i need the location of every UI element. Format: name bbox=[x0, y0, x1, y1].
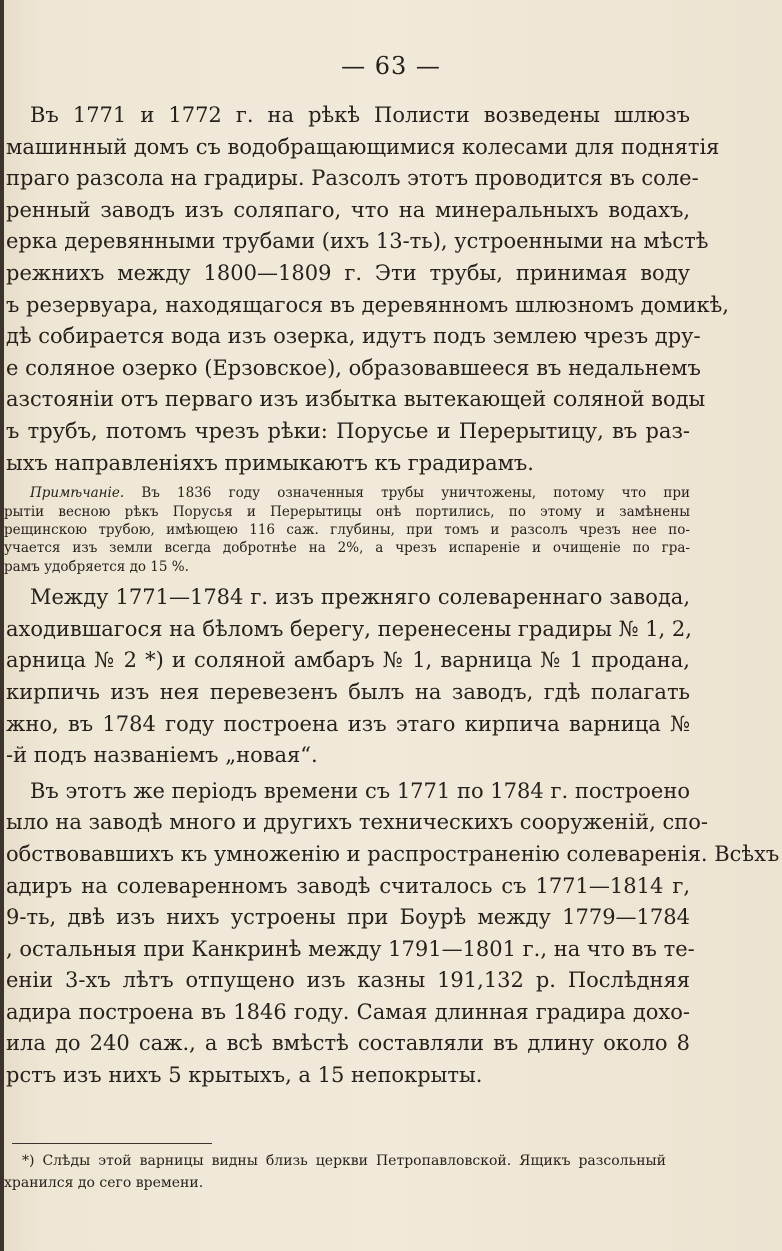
text-line: жно, въ 1784 году построена изъ этаго кирпича варница № bbox=[6, 711, 690, 736]
text-line: арница № 2 *) и соляной амбаръ № 1, варница № 1 продана, bbox=[6, 648, 690, 673]
note-line: учается изъ земли всегда добротнѣе на 2%, а чрезъ испареніе и очищеніе по гра- bbox=[4, 540, 690, 557]
remark-note bbox=[0, 484, 690, 576]
paragraph-2 bbox=[0, 582, 690, 772]
text-line: дѣ собирается вода изъ озерка, идутъ подъ землею чрезъ дру- bbox=[6, 324, 701, 349]
text-line: ъ резервуара, находящагося въ деревянномъ шлюзномъ домикѣ, bbox=[6, 292, 729, 317]
note-line: рытіи весною рѣкъ Порусья и Перерытицы онѣ портились, по этому и замѣнены bbox=[4, 503, 690, 520]
body-text bbox=[0, 100, 780, 1092]
text-line: адира построена въ 1846 году. Самая длинная градира дохо- bbox=[6, 999, 690, 1024]
note-label: Примѣчаніе. bbox=[30, 485, 125, 502]
text-line: ъ трубъ, потомъ чрезъ рѣки: Порусье и Перерытицу, въ раз- bbox=[6, 418, 690, 443]
text-line: ерка деревянными трубами (ихъ 13-ть), устроенными на мѣстѣ bbox=[6, 229, 709, 254]
text-line: ила до 240 саж., а всѣ вмѣстѣ составляли въ длину около 8 bbox=[6, 1031, 690, 1056]
text-line: аходившагося на бѣломъ берегу, перенесены градиры № 1, 2, bbox=[6, 616, 692, 641]
footnote-line: *) Слѣды этой варницы видны близь церкви Петропавловской. Ящикъ разсольный bbox=[22, 1153, 666, 1169]
text-line: режнихъ между 1800—1809 г. Эти трубы, принимая воду bbox=[6, 260, 690, 285]
footnote-line: хранился до сего времени. bbox=[4, 1175, 204, 1191]
note-first-line-text: Въ 1836 году означенныя трубы уничтожены, потому что при bbox=[141, 485, 690, 502]
text-line: , остальныя при Канкринѣ между 1791—1801 г., на что въ те- bbox=[6, 936, 695, 961]
text-line: ренный заводъ изъ соляпаго, что на минеральныхъ водахъ, bbox=[6, 197, 690, 222]
text-line: ыхъ направленіяхъ примыкаютъ къ градирамъ. bbox=[6, 450, 534, 475]
footnote bbox=[0, 1150, 666, 1194]
text-line: Между 1771—1784 г. изъ прежняго солевареннаго завода, bbox=[30, 585, 690, 610]
text-line: 9-ть, двѣ изъ нихъ устроены при Боурѣ между 1779—1784 bbox=[6, 905, 690, 930]
note-line bbox=[0, 484, 690, 502]
paragraph-1 bbox=[0, 100, 729, 479]
note-line: рамъ удобряется до 15 %. bbox=[4, 558, 189, 575]
paragraph-3 bbox=[0, 776, 780, 1092]
text-line: кирпичь изъ нея перевезенъ былъ на заводъ, гдѣ полагать bbox=[6, 679, 690, 704]
text-line: -й подъ названіемъ „новая“. bbox=[6, 743, 318, 768]
text-line: праго разсола на градиры. Разсолъ этотъ проводится въ соле- bbox=[6, 166, 699, 191]
page-number: — 63 — bbox=[341, 52, 441, 80]
text-line: ыло на заводѣ много и другихъ техническихъ сооруженій, спо- bbox=[6, 810, 708, 835]
text-line: адиръ на солеваренномъ заводѣ считалось съ 1771—1814 г, bbox=[6, 873, 690, 898]
note-line: рещинскою трубою, имѣющею 116 саж. глубины, при томъ и разсолъ чрезъ нее по- bbox=[4, 521, 690, 538]
text-line: еніи 3-хъ лѣтъ отпущено изъ казны 191,132 р. Послѣдняя bbox=[6, 968, 690, 993]
text-line: рстъ изъ нихъ 5 крытыхъ, а 15 непокрыты. bbox=[6, 1063, 483, 1088]
text-line: е соляное озерко (Ерзовское), образовавшееся въ недальнемъ bbox=[6, 355, 701, 380]
footnote-divider bbox=[12, 1143, 212, 1144]
text-line: машинный домъ съ водобращающимися колесами для поднятія bbox=[6, 134, 720, 159]
text-line: Въ этотъ же періодъ времени съ 1771 по 1784 г. построено bbox=[30, 778, 690, 803]
text-line: азстояніи отъ перваго изъ избытка вытекающей соляной воды bbox=[6, 387, 706, 412]
text-line: обствовавшихъ къ умноженію и распространенію солеваренія. Всѣхъ bbox=[6, 841, 780, 866]
text-line: Въ 1771 и 1772 г. на рѣкѣ Полисти возведены шлюзъ bbox=[30, 103, 690, 127]
